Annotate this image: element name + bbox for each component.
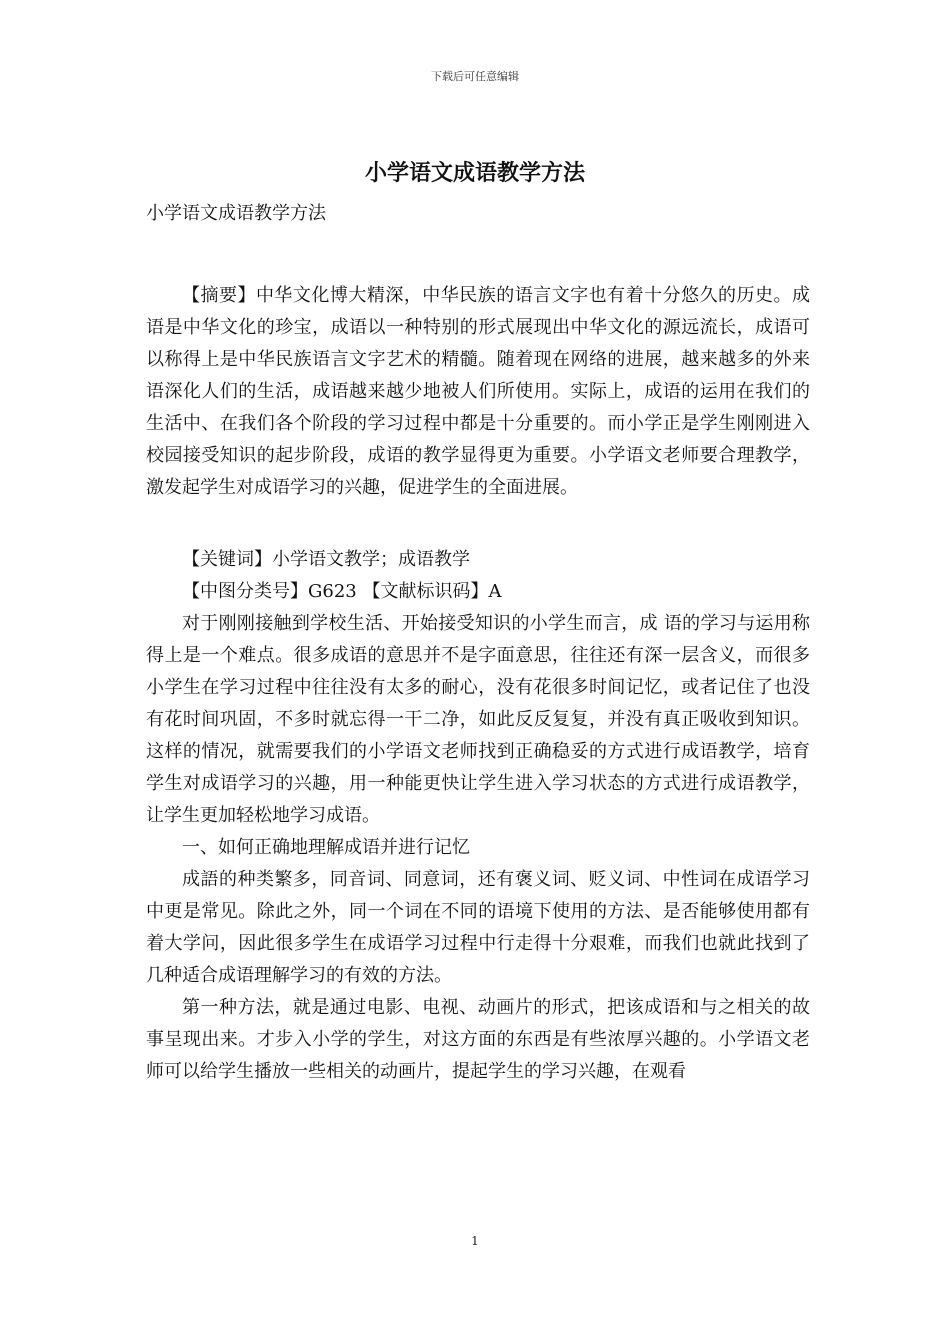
document-title: 小学语文成语教学方法: [364, 160, 585, 186]
page-number: 1: [471, 1234, 479, 1248]
body-paragraph: 对于刚刚接触到学校生活、开始接受知识的小学生而言，成 语的学习与运用称得上是一个难点。很多成语的意思并不是字面意思，往往还有深一层含义，而很多小学生在学习过程中往往没有太多的耐心，没有花很多时间记忆，或者记住了也没有花时间巩固，不多时就忘得一干二净，如此反反复复，并没有真正吸收到知识。这样的情况，就需要我们的小学语文老师找到正确稳妥的方式进行成语教学，培育学生对成语学习的兴趣，用一种能更快让学生进入学习状态的方式进行成语教学，让学生更加轻松地学习成语。: [146, 613, 810, 826]
body-paragraph: 第一种方法，就是通过电影、电视、动画片的形式，把该成语和与之相关的故事呈现出来。才步入小学的学生，对这方面的东西是有些浓厚兴趣的。小学语文老师可以给学生播放一些相关的动画片，提起学生的学习兴趣，在观看: [146, 997, 810, 1082]
document-subtitle: 小学语文成语教学方法: [146, 203, 326, 224]
abstract-paragraph: 【摘要】中华文化博大精深，中华民族的语言文字也有着十分悠久的历史。成语是中华文化的珍宝，成语以一种特别的形式展现出中华文化的源远流长，成语可以称得上是中华民族语言文字艺术的精髓。随着现在网络的进展，越来越多的外来语深化人们的生活，成语越来越少地被人们所使用。实际上，成语的运用在我们的生活中、在我们各个阶段的学习过程中都是十分重要的。而小学正是学生刚刚进入校园接受知识的起步阶段，成语的教学显得更为重要。小学语文老师要合理教学，激发起学生对成语学习的兴趣，促进学生的全面进展。: [146, 285, 810, 498]
section-heading: 一、如何正确地理解成语并进行记忆: [182, 837, 470, 858]
body-paragraph: 成語的种类繁多，同音词、同意词，还有褒义词、贬义词、中性词在成语学习中更是常见。除此之外，同一个词在不同的语境下使用的方法、是否能够使用都有着大学问，因此很多学生在成语学习过程中行走得十分艰难，而我们也就此找到了几种适合成语理解学习的有效的方法。: [146, 869, 810, 986]
page-header-note: 下载后可任意编辑: [431, 70, 519, 83]
document-body: [146, 198, 810, 1088]
classification-line: 【中图分类号】G623 【文献标识码】A: [182, 581, 502, 602]
keywords-line: 【关键词】小学语文教学；成语教学: [182, 549, 470, 570]
